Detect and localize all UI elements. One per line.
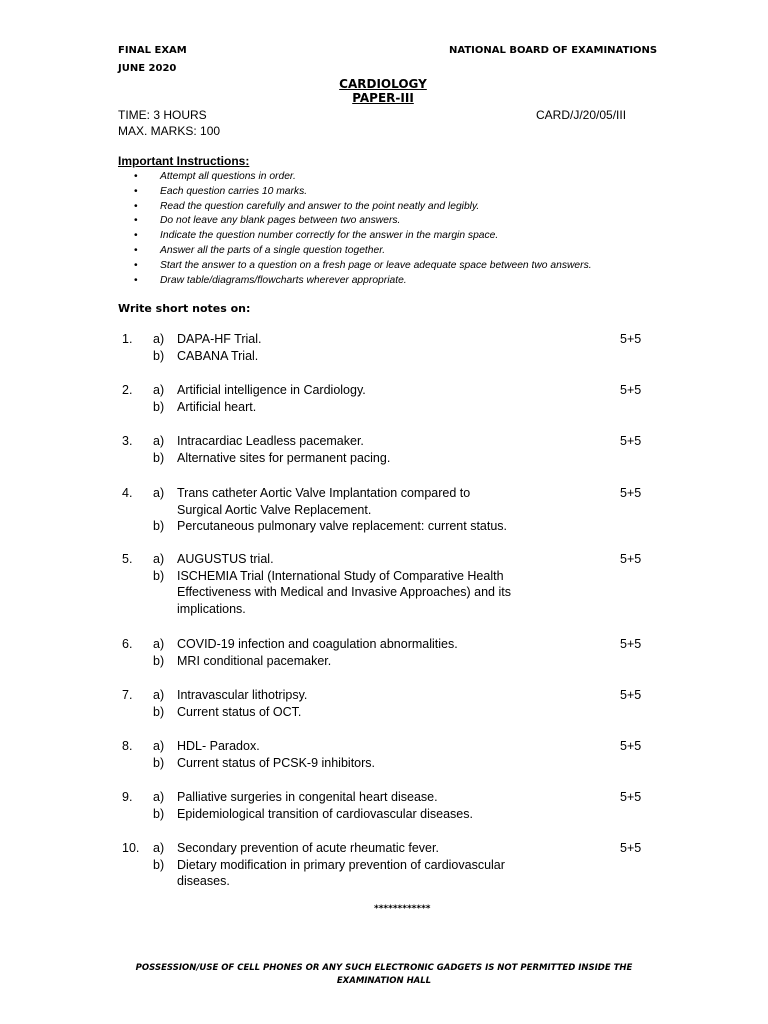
part-text: MRI conditional pacemaker. (177, 653, 332, 668)
part-text: Intravascular lithotripsy. (177, 688, 308, 702)
part-letter: b) (153, 348, 165, 363)
part-text: Trans catheter Aortic Valve Implantation compared to (177, 486, 471, 500)
question-part-b (153, 451, 390, 465)
end-mark: ************ (374, 904, 431, 914)
part-text-continued: Surgical Aortic Valve Replacement. (177, 502, 372, 517)
question-part-b (153, 400, 256, 414)
part-letter: b) (153, 519, 165, 533)
part-text-continued: diseases. (177, 874, 230, 888)
instruction-item: • Do not leave any blank pages between two answers. (134, 214, 614, 229)
question-part-b (153, 654, 331, 668)
question-number: 5. (122, 552, 133, 566)
part-text: Artificial heart. (177, 399, 257, 414)
part-letter: b) (153, 568, 165, 583)
part-text: Palliative surgeries in congenital heart disease. (177, 790, 438, 804)
question-part-b (153, 756, 375, 770)
question-marks: 5+5 (620, 790, 642, 804)
question-part-b (153, 519, 507, 533)
part-letter: a) (153, 841, 165, 855)
question-part-a (153, 383, 366, 397)
part-text: HDL- Paradox. (177, 739, 260, 753)
question-part-a (153, 739, 260, 753)
exam-label: FINAL EXAM (118, 45, 187, 56)
part-text: Percutaneous pulmonary valve replacement: current status. (177, 519, 508, 533)
question-number: 7. (122, 688, 133, 702)
question-marks: 5+5 (620, 552, 642, 566)
part-text: Secondary prevention of acute rheumatic fever. (177, 841, 439, 855)
part-text: Current status of OCT. (177, 704, 302, 719)
question-part-b (153, 858, 505, 872)
paper-code: CARD/J/20/05/III (536, 108, 627, 122)
part-letter: a) (153, 739, 165, 753)
question-part-b (153, 807, 473, 821)
instructions-heading: Important Instructions: (118, 154, 250, 168)
question-part-a (153, 552, 274, 566)
exam-time: TIME: 3 HOURS (118, 108, 207, 122)
part-letter: a) (153, 332, 165, 346)
question-marks: 5+5 (620, 637, 642, 651)
part-letter: b) (153, 704, 165, 719)
part-text: Alternative sites for permanent pacing. (177, 450, 391, 465)
question-part-b (153, 705, 301, 719)
part-text: COVID-19 infection and coagulation abnormalities. (177, 637, 458, 651)
part-letter: a) (153, 637, 165, 651)
section-heading: Write short notes on: (118, 302, 251, 315)
part-letter: b) (153, 399, 165, 414)
instructions-list (134, 170, 614, 288)
part-text: Epidemiological transition of cardiovascular diseases. (177, 806, 473, 821)
part-letter: b) (153, 857, 165, 872)
instruction-item: • Start the answer to a question on a fresh page or leave adequate space between two answers. (134, 259, 614, 274)
instruction-item: • Answer all the parts of a single question together. (134, 244, 614, 259)
part-text: DAPA-HF Trial. (177, 332, 262, 346)
part-letter: a) (153, 790, 165, 804)
part-letter: b) (153, 450, 165, 465)
part-letter: b) (153, 653, 165, 668)
question-number: 6. (122, 637, 133, 651)
paper-title: PAPER-III (352, 91, 414, 105)
question-part-a (153, 637, 458, 651)
question-part-a (153, 688, 307, 702)
part-letter: a) (153, 383, 165, 397)
question-marks: 5+5 (620, 739, 642, 753)
question-marks: 5+5 (620, 486, 642, 500)
question-part-a (153, 434, 364, 448)
part-text: Artificial intelligence in Cardiology. (177, 383, 366, 397)
question-number: 4. (122, 486, 133, 500)
question-part-a (153, 841, 439, 855)
part-text: AUGUSTUS trial. (177, 552, 274, 566)
question-marks: 5+5 (620, 841, 642, 855)
part-letter: a) (153, 688, 165, 702)
instruction-item: • Read the question carefully and answer to the point neatly and legibly. (134, 200, 614, 215)
part-text: Current status of PCSK-9 inhibitors. (177, 755, 375, 770)
part-text-continued: Effectiveness with Medical and Invasive Approaches) and its (177, 585, 511, 599)
subject-title: CARDIOLOGY (339, 77, 427, 91)
question-number: 9. (122, 790, 133, 804)
question-number: 10. (122, 841, 140, 855)
part-text: Dietary modification in primary prevention of cardiovascular (177, 857, 505, 872)
part-letter: b) (153, 755, 165, 770)
instruction-item: • Attempt all questions in order. (134, 170, 614, 185)
exam-session: JUNE 2020 (118, 63, 177, 74)
question-part-a (153, 486, 470, 500)
instruction-item: • Indicate the question number correctly for the answer in the margin space. (134, 229, 614, 244)
part-text: CABANA Trial. (177, 348, 259, 363)
board-name: NATIONAL BOARD OF EXAMINATIONS (449, 45, 658, 56)
question-marks: 5+5 (620, 688, 642, 702)
question-part-b (153, 569, 504, 583)
part-text: ISCHEMIA Trial (International Study of Comparative Health (177, 568, 504, 583)
question-part-a (153, 790, 438, 804)
question-marks: 5+5 (620, 332, 642, 346)
footer-notice: POSSESSION/USE OF CELL PHONES OR ANY SUCH ELECTRONIC GADGETS IS NOT PERMITTED INSIDE THE EXAMINATION HALL (135, 963, 633, 986)
question-number: 2. (122, 383, 133, 397)
part-letter: a) (153, 486, 165, 500)
instruction-item: • Each question carries 10 marks. (134, 185, 614, 200)
part-text-continued: implications. (177, 601, 246, 616)
question-marks: 5+5 (620, 383, 642, 397)
part-letter: a) (153, 552, 165, 566)
part-letter: a) (153, 434, 165, 448)
part-letter: b) (153, 806, 165, 821)
instruction-item: • Draw table/diagrams/flowcharts wherever appropriate. (134, 274, 614, 289)
max-marks: MAX. MARKS: 100 (118, 124, 221, 138)
question-number: 1. (122, 332, 133, 346)
question-number: 3. (122, 434, 133, 448)
question-part-a (153, 332, 262, 346)
question-number: 8. (122, 739, 133, 753)
question-part-b (153, 349, 258, 363)
part-text: Intracardiac Leadless pacemaker. (177, 434, 364, 448)
question-marks: 5+5 (620, 434, 642, 448)
